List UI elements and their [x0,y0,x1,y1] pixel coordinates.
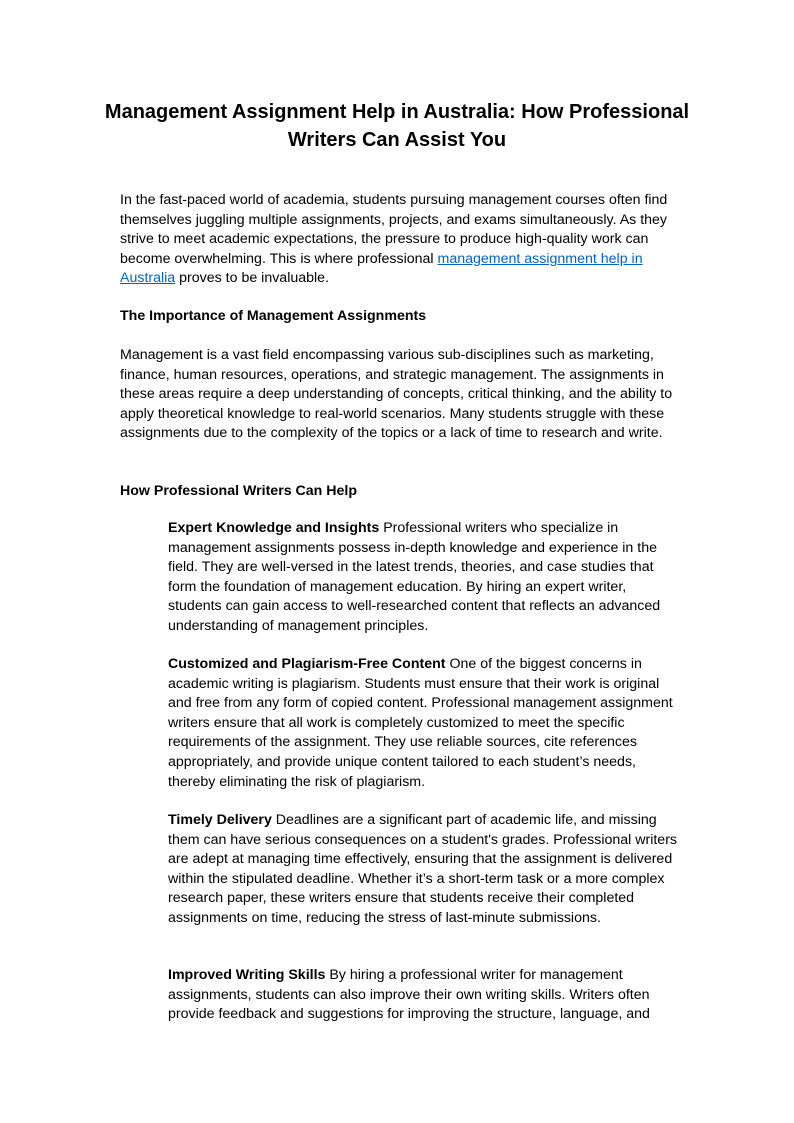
page-title: Management Assignment Help in Australia: How Professional Writers Can Assist You [104,101,690,151]
section-heading-how-writers-help: How Professional Writers Can Help [120,483,358,499]
list-item-title: Timely Delivery [168,812,272,828]
list-item-title: Customized and Plagiarism-Free Content [168,656,446,672]
intro-text-after-link: proves to be invaluable. [175,270,330,287]
management-assignment-help-link[interactable]: management assignment help in Australia [120,250,643,287]
list-item-body: By hiring a professional writer for management assignments, students can also improve their own writing skills. Writers often provide feedback and suggestions for improving the structure, language, and [168,967,650,1023]
intro-paragraph [120,191,680,289]
intro-text-before-link: In the fast-paced world of academia, students pursuing management courses often find themselves juggling multiple assignments, projects, and exams simultaneously. As they strive to meet academic expectations, the pressure to produce high-quality work can become overwhelming. This is where professional [120,192,668,267]
list-item [168,519,680,637]
list-item-title: Improved Writing Skills [168,967,326,983]
list-item-body: Deadlines are a significant part of academic life, and missing them can have serious consequences on a student's grades. Professional writers are adept at managing time effectively, ensuring that the assignment is delivered within the stipulated deadline. Whether it’s a short-term task or a more complex research paper, these writers ensure that students receive their completed assignments on time, reducing the stress of last-minute submissions. [168,812,678,926]
section-heading-importance: The Importance of Management Assignments [120,308,427,324]
list-item [168,966,680,1025]
list-item-title: Expert Knowledge and Insights [168,520,380,536]
list-item-body: Professional writers who specialize in management assignments possess in-depth knowledge and experience in the field. They are well-versed in the latest trends, theories, and case studies that form the foundation of management education. By hiring an expert writer, students can gain access to well-researched content that reflects an advanced understanding of management principles. [168,520,661,634]
list-item-body: One of the biggest concerns in academic writing is plagiarism. Students must ensure that their work is original and free from any form of copied content. Professional management assignment writers ensure that all work is completely customized to meet the specific requirements of the assignment. They use reliable sources, cite references appropriately, and provide unique content tailored to each student’s needs, thereby eliminating the risk of plagiarism. [168,656,673,790]
importance-paragraph: Management is a vast field encompassing various sub-disciplines such as marketing, finance, human resources, operations, and strategic management. The assignments in these areas require a deep understanding of concepts, critical thinking, and the ability to apply theoretical knowledge to real-world scenarios. Many students struggle with these assignments due to the complexity of the topics or a lack of time to research and write. [120,347,673,442]
list-item [168,655,680,792]
list-item [168,811,680,929]
